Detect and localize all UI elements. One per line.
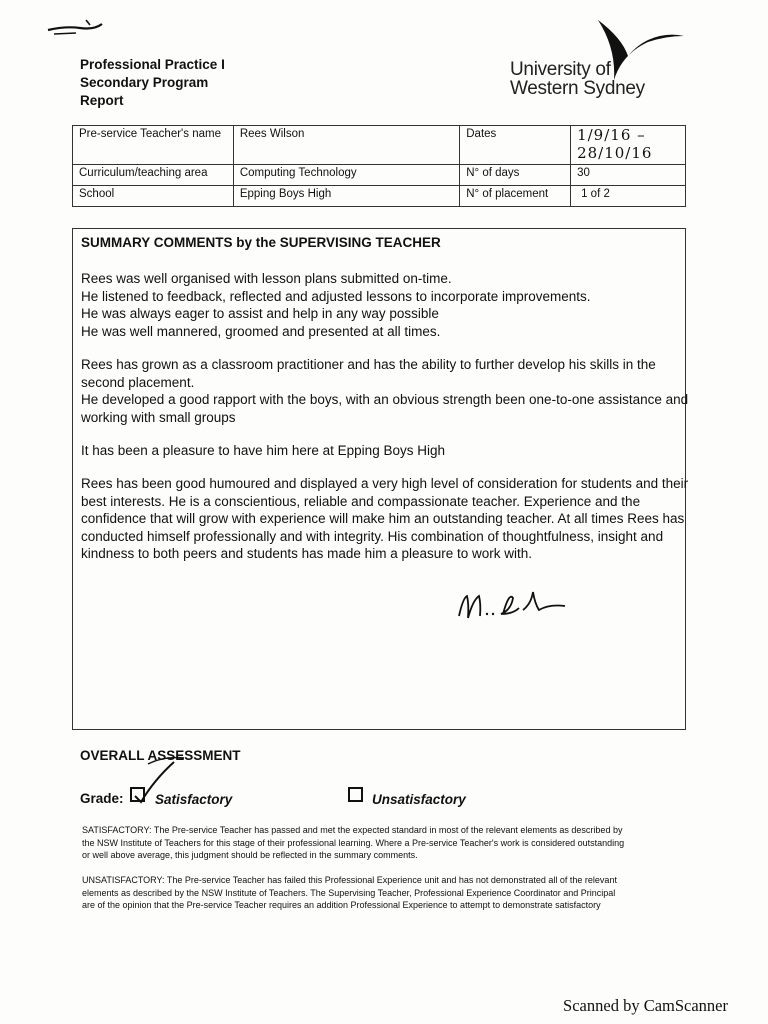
- school-label: School: [73, 186, 234, 207]
- summary-line: He was well mannered, groomed and presented at all times.: [81, 323, 441, 339]
- summary-line: confidence that will grow with experience will make him an outstanding teacher. At all times Rees has: [81, 511, 685, 526]
- area-value: Computing Technology: [233, 165, 459, 186]
- description-line: SATISFACTORY: The Pre-service Teacher has passed and met the expected standard in most of the relevant elements as described by: [82, 825, 623, 835]
- description-line: or well above average, this judgment should be reflected in the summary comments.: [82, 850, 418, 860]
- unsatisfactory-checkbox[interactable]: [348, 787, 363, 802]
- summary-line: best interests. He is a conscientious, reliable and compassionate teacher. Experience and the: [81, 493, 641, 509]
- description-line: UNSATISFACTORY: The Pre-service Teacher has failed this Professional Experience unit and has not demonstrated all of the relevant: [82, 875, 617, 885]
- school-value: Epping Boys High: [233, 186, 459, 207]
- logo-line: University of: [510, 59, 611, 80]
- summary-line: working with small groups: [81, 409, 236, 425]
- days-label: N° of days: [460, 165, 571, 186]
- university-logo: [508, 18, 708, 108]
- table-row: [73, 186, 686, 207]
- summary-line: He listened to feedback, reflected and adjusted lessons to incorporate improvements.: [81, 288, 591, 304]
- title-line: Professional Practice I: [80, 57, 225, 72]
- summary-line: second placement.: [81, 374, 195, 390]
- summary-line: conducted himself professionally and with integrity. His combination of thoughtfulness, insight and: [81, 528, 664, 544]
- area-label: Curriculum/teaching area: [73, 165, 234, 186]
- summary-line: It has been a pleasure to have him here at Epping Boys High: [81, 443, 445, 458]
- summary-comments-box: [72, 228, 689, 730]
- document-title: [80, 56, 225, 110]
- signature-icon: [453, 584, 568, 624]
- satisfactory-description: [82, 824, 624, 862]
- unsatisfactory-label: Unsatisfactory: [372, 792, 466, 807]
- overall-assessment-heading: OVERALL ASSESSMENT: [80, 748, 241, 763]
- name-label: Pre-service Teacher's name: [73, 126, 234, 165]
- dates-label: Dates: [460, 126, 571, 165]
- grade-label: Grade:: [80, 791, 124, 806]
- description-line: the NSW Institute of Teachers for this stage of their professional learning. Where a Pre-service Teacher's work is considered outstanding: [82, 837, 625, 848]
- description-line: elements as described by the NSW Institute of Teachers. The Supervising Teacher, Professional Experience Coordinator and Principal: [82, 887, 616, 898]
- satisfactory-label: Satisfactory: [155, 792, 233, 807]
- table-row: [73, 126, 686, 165]
- summary-line: Rees has grown as a classroom practitioner and has the ability to further develop his skills in the: [81, 357, 656, 372]
- summary-line: He developed a good rapport with the boys, with an obvious strength been one-to-one assistance and: [81, 392, 689, 407]
- title-line: Secondary Program: [80, 75, 209, 90]
- summary-paragraph: [81, 442, 445, 460]
- dates-handwritten: 1/9/16 – 28/10/16: [577, 126, 653, 162]
- name-value: Rees Wilson: [233, 126, 459, 165]
- table-row: [73, 165, 686, 186]
- summary-line: kindness to both peers and students has made him a pleasure to work with.: [81, 546, 533, 561]
- teacher-info-table: [72, 125, 686, 207]
- summary-line: Rees was well organised with lesson plans submitted on-time.: [81, 271, 452, 286]
- summary-heading: SUMMARY COMMENTS by the SUPERVISING TEACHER: [81, 235, 441, 250]
- placement-label: N° of placement: [460, 186, 571, 207]
- placement-value: [571, 186, 686, 207]
- summary-line: Rees has been good humoured and displayed a very high level of consideration for students and their: [81, 476, 689, 491]
- scanner-watermark: Scanned by CamScanner: [563, 996, 728, 1015]
- summary-paragraph: [81, 270, 591, 340]
- pen-mark-icon: [46, 16, 104, 38]
- placement-value-text: 1 of 2: [581, 188, 610, 200]
- summary-line: He was always eager to assist and help in any way possible: [81, 306, 439, 321]
- dates-value: [571, 126, 686, 165]
- summary-paragraph: [81, 475, 688, 563]
- logo-line: Western Sydney: [510, 78, 645, 99]
- title-line: Report: [80, 93, 124, 108]
- days-value: 30: [571, 165, 686, 186]
- description-line: are of the opinion that the Pre-service Teacher requires an addition Professional Experience to attempt to demonstrate satisfactory: [82, 900, 601, 910]
- unsatisfactory-description: [82, 874, 617, 912]
- summary-paragraph: [81, 356, 688, 426]
